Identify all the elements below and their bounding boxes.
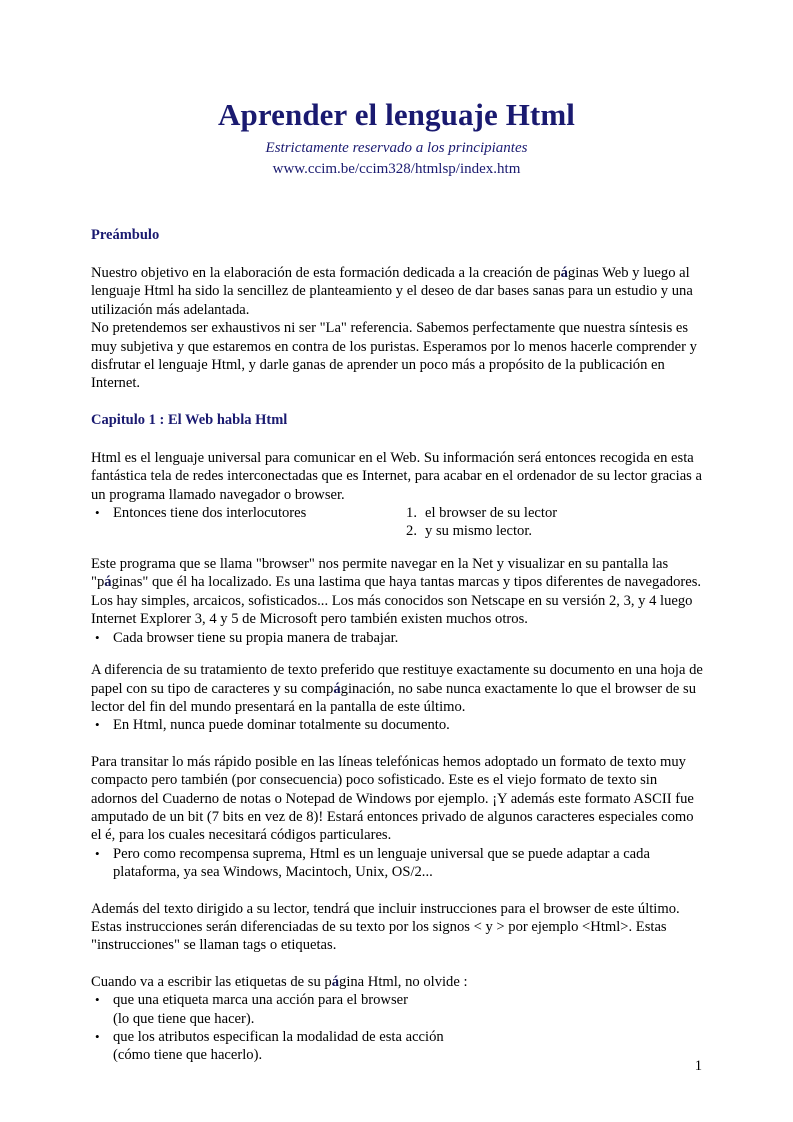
list-item-label: • que una etiqueta marca una acción para el browser <box>113 992 408 1009</box>
paragraph-preamble-1-text-b: ginas Web y luego al lenguaje Html ha sido la sencillez de planteamiento y el deseo de dar bases sanas para un estudio y una utilización más adelantada. <box>91 265 693 318</box>
paragraph-browser-program-text-a: Este programa que se llama "browser" nos permite navegar en la Net y visualizar en su pantalla las "p <box>91 556 669 591</box>
interlocutors-row <box>91 504 703 541</box>
list-item-label: • Pero como recompensa suprema, Html es un lenguaje universal que se puede adaptar a cada <box>113 845 650 862</box>
paragraph-remember-text-b: gina Html, no olvide : <box>339 973 468 990</box>
list-item-label: • que los atributos especifican la modalidad de esta acción <box>113 1029 444 1045</box>
page-title: Aprender el lenguaje Html <box>218 97 575 132</box>
list-item: • En Html, nunca puede dominar totalmente su documento. <box>91 716 703 734</box>
list-item: • Cada browser tiene su propia manera de trabajar. <box>91 629 703 647</box>
list-item-number: 2. <box>406 523 417 540</box>
page-number: 1 <box>694 1058 702 1074</box>
paragraph-browser-program <box>91 555 703 629</box>
heading-preamble: Preámbulo <box>91 227 160 243</box>
accent-char-a-acute: á <box>560 265 568 281</box>
paragraph-remember-intro <box>91 973 703 991</box>
list-item-number: 1. <box>406 505 417 522</box>
accent-char-a-acute: á <box>331 973 340 990</box>
bullet-interlocutors: • Entonces tiene dos interlocutores <box>91 504 413 522</box>
document-header <box>0 96 793 179</box>
paragraph-preamble-2: No pretendemos ser exhaustivos ni ser "La" referencia. Sabemos perfectamente que nuestra síntesis es muy subjetiva y que estaremos en contra de los puristas. Esperamos por lo menos hacerle comprender y disfrutar el lenguaje Html, y darle ganas de aprender un poco más a propósito de la publicación en Internet. <box>91 320 697 392</box>
interlocutors-ordered-list <box>401 504 557 541</box>
heading-chapter-1: Capitulo 1 : El Web habla Html <box>91 411 288 428</box>
list-item-label-continued: (lo que tiene que hacer). <box>113 1010 255 1027</box>
list-item-label: el browser de su lector <box>425 505 558 522</box>
document-url: www.ccim.be/ccim328/htmlsp/index.htm <box>272 161 521 177</box>
list-item-label: y su mismo lector. <box>425 523 533 540</box>
bullet-list-browser-manner <box>91 629 703 647</box>
paragraph-text-processing-text-b: ginación, no sabe nunca exactamente lo que el browser de su lector del fin del mundo presentará en la pantalla de este último. <box>91 680 697 715</box>
paragraph-ascii-format: Para transitar lo más rápido posible en las líneas telefónicas hemos adoptado un formato de texto muy compacto pero también (por consecuencia) poco sofisticado. Este es el viejo formato de texto sin adornos del Cuaderno de notas o Notepad de Windows por ejemplo. ¡Y además este formato ASCII fue amputado de un bit (7 bits en vez de 8)! Estará entonces privado de algunos caracteres especiales como el é, para los cuales necesitará códigos particulares. <box>91 753 694 844</box>
document-body <box>91 226 703 1065</box>
paragraph-browser-program-text-b: ginas" que él ha localizado. Es una lastima que haya tantas marcas y tipos diferentes de navegadores. Los hay simples, arcaicos, sofisticados... Los más conocidos son Netscape en su versión 2, 3, y 4 luego Internet Explorer 3, 4 y 5 de Microsoft pero también existen muchos otros. <box>91 574 702 628</box>
paragraph-chapter1-intro: Html es el lenguaje universal para comunicar en el Web. Su información será entonces recogida en esta fantástica tela de redes interconectadas que es Internet, para acabar en el ordenador de su lector gracias a un programa llamado navegador o browser. <box>91 449 702 503</box>
list-item <box>401 504 557 522</box>
bullet-list-universal <box>91 845 703 882</box>
paragraph-remember-text-a: Cuando va a escribir las etiquetas de su p <box>91 973 332 990</box>
accent-char-a-acute: á <box>333 680 341 697</box>
document-subtitle: Estrictamente reservado a los principiantes <box>265 140 528 156</box>
bullet-list-dominate <box>91 716 703 734</box>
accent-char-a-acute: á <box>104 574 112 591</box>
list-item <box>401 522 557 540</box>
list-item <box>91 991 703 1028</box>
bullet-list-remember <box>91 991 703 1065</box>
paragraph-text-processing-text-a: A diferencia de su tratamiento de texto preferido que restituye exactamente su documento en una hoja de papel con su tipo de caracteres y su comp <box>91 662 703 697</box>
list-item <box>91 845 703 882</box>
list-item-label-continued: plataforma, ya sea Windows, Macintoch, Unix, OS/2... <box>113 864 433 881</box>
paragraph-preamble-1-text-a: Nuestro objetivo en la elaboración de esta formación dedicada a la creación de p <box>91 265 561 281</box>
list-item-label-continued: (cómo tiene que hacerlo). <box>113 1047 263 1064</box>
paragraph-text-processing <box>91 661 703 716</box>
paragraph-tags-intro: Además del texto dirigido a su lector, tendrá que incluir instrucciones para el browser de este último. Estas instrucciones serán diferenciadas de su texto por los signos < y > por ejemplo <Html>. Estas "instrucciones" se llaman tags o etiquetas. <box>91 900 680 954</box>
paragraph-preamble-1 <box>91 264 703 319</box>
